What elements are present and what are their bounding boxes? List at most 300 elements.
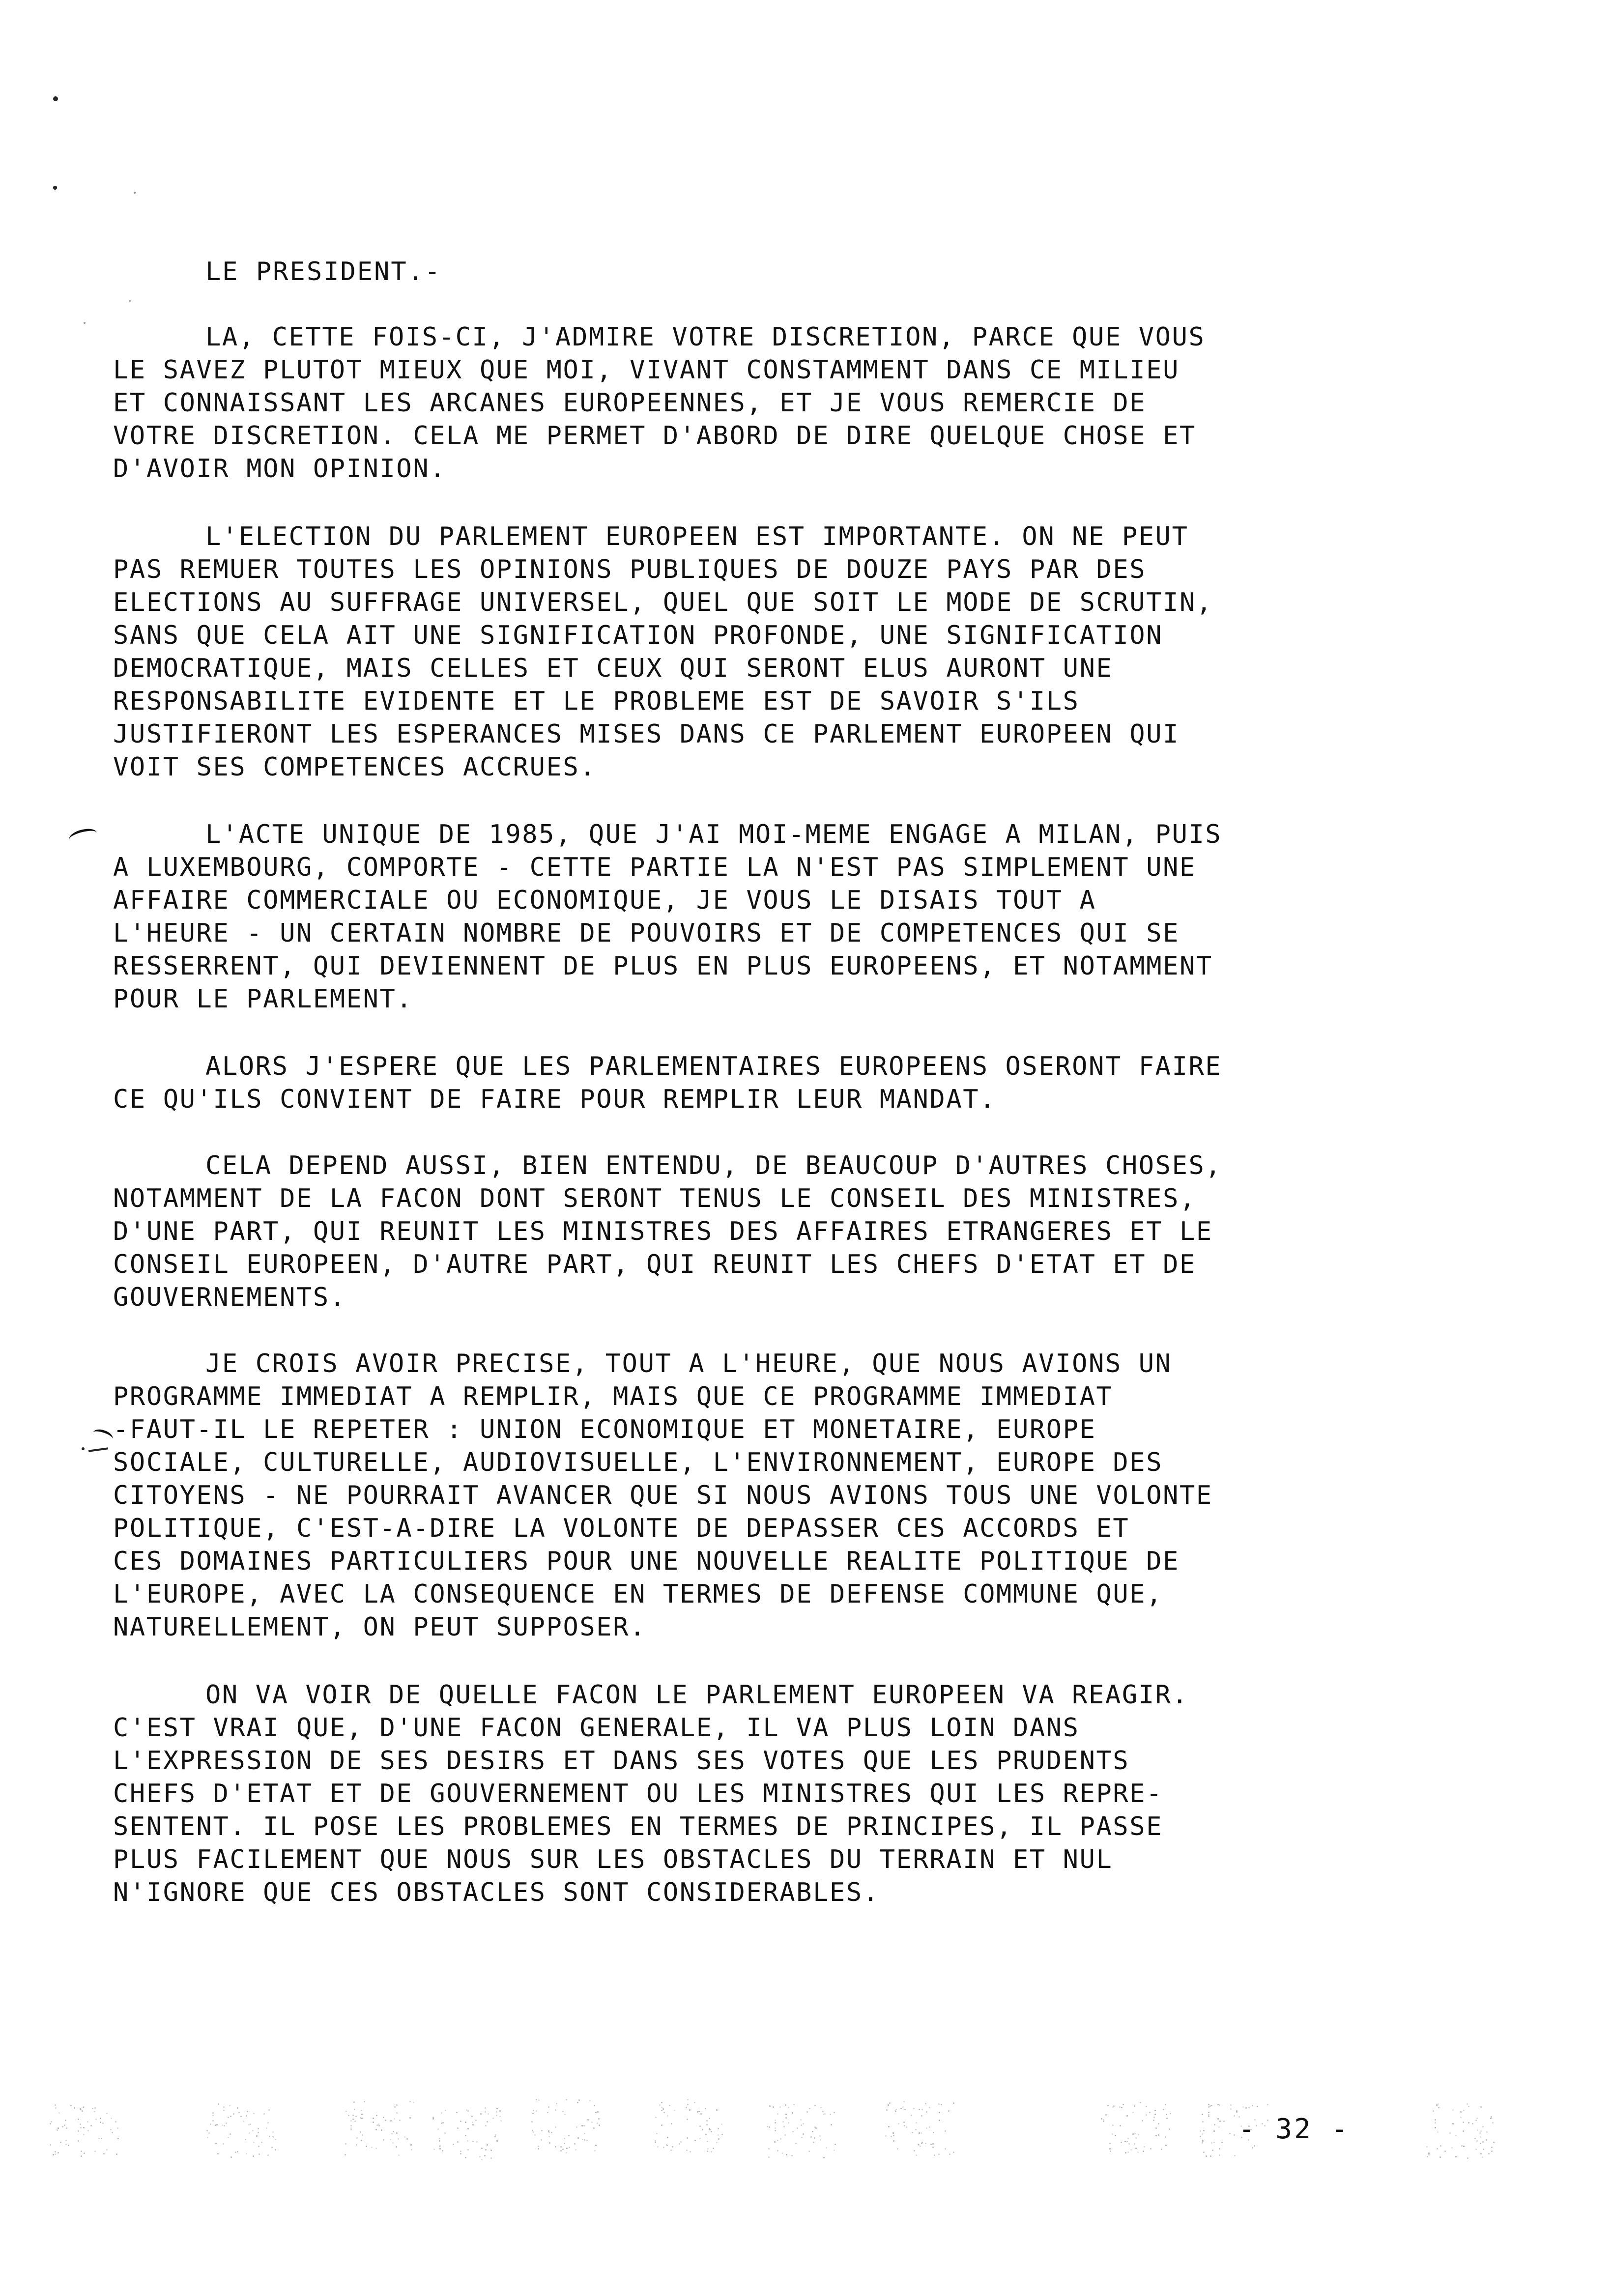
scan-noise-speck (275, 2139, 276, 2140)
scan-noise-speck (812, 2131, 813, 2132)
scan-noise-speck (1163, 2109, 1164, 2110)
scan-noise-speck (1254, 2145, 1255, 2147)
scan-noise-speck (538, 2148, 539, 2150)
scan-noise-speck (1230, 2108, 1232, 2110)
scan-noise-speck (467, 2128, 469, 2129)
scan-noise-speck (235, 2152, 236, 2153)
scan-noise-speck (718, 2138, 720, 2140)
scan-noise-speck (228, 2137, 229, 2138)
scan-noise-speck (551, 2132, 552, 2133)
scan-noise-speck (775, 2122, 776, 2124)
scan-noise-speck (356, 2144, 357, 2146)
scan-noise-speck (110, 2129, 112, 2130)
scan-noise-speck (218, 2103, 219, 2105)
scan-noise-speck (667, 2115, 668, 2117)
scan-noise-speck (356, 2137, 358, 2139)
scan-noise-speck (893, 2140, 894, 2142)
scan-noise-speck (784, 2134, 786, 2136)
scan-noise-speck (409, 2101, 411, 2102)
scan-noise-speck (80, 2108, 81, 2110)
scan-noise-speck (411, 2149, 412, 2151)
scan-noise-speck (58, 2112, 60, 2114)
scan-noise-speck (709, 2128, 710, 2129)
scan-noise-speck (1467, 2103, 1468, 2105)
scan-noise-speck (391, 2133, 393, 2134)
scan-noise-speck (904, 2109, 906, 2110)
scan-noise-speck (103, 2153, 105, 2154)
scan-noise-speck (687, 2099, 689, 2100)
scan-noise-speck (485, 2111, 486, 2113)
scan-noise-speck (390, 2139, 391, 2140)
scan-noise-speck (492, 2118, 494, 2119)
text-line: L'ELECTION DU PARLEMENT EUROPEEN EST IMPORTANTE. ON NE PEUT (205, 522, 1189, 551)
scan-noise-speck (472, 2124, 474, 2125)
scan-noise-speck (672, 2146, 673, 2148)
scan-noise-speck (55, 2151, 56, 2152)
scan-noise-speck (272, 2136, 273, 2137)
scan-noise-speck (575, 2149, 576, 2151)
scan-noise-speck (81, 2151, 82, 2152)
scan-noise-speck (1433, 2110, 1434, 2112)
scan-noise-speck (536, 2110, 537, 2112)
scan-noise-speck (1149, 2112, 1151, 2113)
scan-noise-speck (1482, 2126, 1484, 2127)
text-line: L'ACTE UNIQUE DE 1985, QUE J'AI MOI-MEME ENGAGE A MILAN, PUIS (205, 820, 1222, 849)
scan-noise-speck (258, 2128, 259, 2129)
scan-noise-speck (378, 2125, 380, 2126)
scan-noise-speck (87, 2130, 89, 2131)
scan-noise-speck (925, 2103, 926, 2104)
scan-noise-speck (112, 2132, 113, 2133)
scan-noise-speck (584, 2133, 585, 2134)
scan-noise-speck (1486, 2131, 1488, 2133)
scan-noise-speck (824, 2113, 826, 2115)
scan-noise-speck (1218, 2126, 1220, 2128)
scan-noise-speck (716, 2142, 718, 2143)
scan-noise-speck (548, 2106, 549, 2108)
scan-noise-speck (1142, 2120, 1143, 2122)
paragraph (113, 1149, 1371, 1314)
scan-noise-speck (487, 2121, 488, 2123)
scan-noise-speck (1202, 2133, 1203, 2135)
scan-noise-speck (534, 2134, 536, 2136)
scan-noise-speck (98, 2138, 100, 2139)
scan-noise-speck (953, 2152, 954, 2153)
scan-noise-speck (536, 2099, 537, 2100)
scan-noise-speck (689, 2109, 691, 2111)
scan-noise-speck (1206, 2155, 1207, 2157)
scan-noise-speck (595, 2145, 597, 2146)
scan-noise-speck (777, 2113, 778, 2115)
scan-noise-speck (834, 2150, 835, 2151)
text-line: L'EXPRESSION DE SES DESIRS ET DANS SES VOTES QUE LES PRUDENTS (113, 1746, 1130, 1776)
scan-noise-speck (1208, 2116, 1209, 2117)
scan-noise-speck (555, 2109, 556, 2111)
scan-noise-speck (1221, 2142, 1223, 2143)
scan-noise-speck (686, 2107, 687, 2108)
scan-noise-speck (808, 2151, 810, 2152)
scan-noise-speck (1166, 2114, 1167, 2115)
scan-noise-speck (1208, 2106, 1209, 2108)
scan-noise-speck (253, 2155, 254, 2157)
scan-noise-speck (893, 2135, 894, 2136)
scan-noise-speck (393, 2131, 394, 2132)
scan-noise-speck (223, 2143, 224, 2145)
scan-noise-speck (709, 2118, 710, 2119)
scan-noise-speck (1483, 2149, 1484, 2150)
scan-noise-speck (499, 2110, 501, 2112)
scan-noise-speck (212, 2115, 214, 2116)
paragraph (113, 1348, 1371, 1644)
scan-noise-speck (661, 2102, 662, 2103)
scan-noise-speck (81, 2155, 82, 2157)
scan-noise-speck (439, 2138, 440, 2139)
scan-noise-speck (398, 2154, 400, 2156)
scan-noise-speck (945, 2130, 946, 2132)
scan-noise-speck (51, 2121, 52, 2123)
scan-noise-speck (1467, 2157, 1468, 2159)
scan-noise-speck (815, 2127, 817, 2129)
scan-noise-speck (886, 2109, 888, 2111)
scan-noise-speck (532, 2113, 534, 2114)
scan-noise-speck (1438, 2107, 1439, 2108)
paragraph (113, 1050, 1371, 1116)
scan-noise-speck (1212, 2150, 1213, 2151)
scan-noise-speck (773, 2106, 774, 2108)
scan-noise-speck (711, 2151, 712, 2152)
scan-noise-speck (548, 2136, 550, 2137)
text-line: AFFAIRE COMMERCIALE OU ECONOMIQUE, JE VOUS LE DISAIS TOUT A (113, 886, 1096, 915)
scan-noise-speck (1124, 2141, 1126, 2142)
scan-noise-speck (1475, 2149, 1477, 2150)
scan-noise-speck (830, 2114, 831, 2115)
scan-noise-speck (233, 2113, 234, 2115)
scan-noise-speck (1452, 2123, 1454, 2124)
scan-noise-speck (541, 2130, 543, 2131)
scan-noise-speck (66, 2127, 67, 2129)
scan-noise-speck (354, 2109, 355, 2110)
scan-noise-speck (243, 2121, 244, 2122)
scan-noise-speck (353, 2101, 355, 2103)
scan-noise-speck (707, 2148, 709, 2150)
scan-noise-speck (659, 2104, 661, 2106)
scan-noise-speck (1115, 2135, 1116, 2136)
scan-noise-speck (916, 2154, 917, 2156)
scan-noise-speck (275, 2149, 276, 2151)
scan-noise-speck (437, 2128, 439, 2130)
scan-noise-speck (1437, 2131, 1439, 2133)
scan-noise-speck (706, 2124, 708, 2125)
scan-noise-speck (1451, 2147, 1453, 2149)
scan-noise-speck (582, 2139, 583, 2140)
scan-noise-speck (803, 2133, 804, 2135)
scan-noise-speck (822, 2111, 824, 2112)
scan-noise-speck (1213, 2142, 1215, 2143)
scan-noise-speck (1101, 2118, 1102, 2120)
scan-noise-speck (1435, 2119, 1436, 2121)
scan-noise-speck (656, 2133, 658, 2134)
scan-noise-speck (594, 2105, 595, 2106)
scan-noise-speck (716, 2109, 718, 2111)
scan-noise-speck (1123, 2104, 1124, 2105)
speaker-heading: LE PRESIDENT.- (205, 257, 442, 287)
scan-noise-speck (1480, 2153, 1482, 2154)
scan-noise-speck (1463, 2146, 1465, 2147)
scan-noise-speck (788, 2107, 789, 2108)
scan-noise-speck (597, 2111, 599, 2113)
scan-noise-speck (669, 2105, 670, 2106)
scan-noise-speck (439, 2148, 441, 2150)
scan-noise-speck (1132, 2133, 1134, 2135)
scan-noise-speck (577, 2102, 578, 2103)
scan-noise-speck (707, 2141, 708, 2142)
scan-noise-speck (930, 2144, 932, 2145)
scan-noise-speck (1154, 2110, 1156, 2111)
scan-noise-speck (361, 2118, 363, 2119)
scan-noise-speck (106, 2149, 108, 2151)
scan-noise-speck (768, 2148, 770, 2150)
scan-noise-speck (1217, 2118, 1219, 2120)
scan-noise-speck (655, 2117, 657, 2118)
scan-noise-speck (945, 2148, 946, 2150)
scan-noise-speck (456, 2112, 458, 2113)
text-line: L'HEURE - UN CERTAIN NOMBRE DE POUVOIRS ET DE COMPETENCES QUI SE (113, 918, 1180, 948)
scan-noise-speck (1112, 2124, 1114, 2126)
scan-noise-speck (78, 2140, 79, 2142)
scan-noise-speck (1202, 2121, 1204, 2123)
scan-noise-speck (117, 2138, 119, 2139)
scan-noise-speck (373, 2118, 374, 2119)
scan-noise-speck (1439, 2156, 1441, 2158)
paragraph (113, 321, 1371, 486)
scan-noise-speck (1491, 2147, 1493, 2148)
scan-noise-speck (713, 2148, 714, 2149)
scan-noise-speck (375, 2148, 377, 2149)
scan-noise-speck (101, 2138, 102, 2139)
scan-noise-speck (690, 2151, 691, 2152)
scan-noise-speck (1107, 2105, 1109, 2106)
scan-noise-speck (556, 2103, 557, 2104)
scan-noise-speck (1127, 2152, 1129, 2153)
scan-noise-speck (1134, 2133, 1136, 2134)
scan-noise-speck (549, 2142, 550, 2144)
scan-noise-speck (253, 2113, 255, 2114)
scan-noise-speck (721, 2134, 723, 2135)
scan-noise-speck (1143, 2151, 1144, 2152)
scan-noise-speck (237, 2151, 238, 2152)
scan-noise-speck (904, 2125, 905, 2126)
text-line: GOUVERNEMENTS. (113, 1283, 346, 1312)
scan-noise-speck (531, 2121, 533, 2123)
scan-noise-speck (800, 2119, 802, 2121)
scan-noise-speck (593, 2127, 595, 2129)
scan-noise-speck (1203, 2130, 1205, 2131)
scan-noise-speck (1109, 2148, 1111, 2150)
scan-noise-speck (768, 2156, 770, 2158)
scan-noise-speck (785, 2117, 787, 2119)
scan-noise-speck (1126, 2115, 1128, 2117)
scan-noise-speck (774, 2141, 776, 2143)
scan-noise-speck (1219, 2148, 1220, 2150)
text-line: ET CONNAISSANT LES ARCANES EUROPEENNES, ET JE VOUS REMERCIE DE (113, 388, 1147, 418)
scan-noise-speck (480, 2113, 482, 2115)
scan-noise-speck (1480, 2143, 1481, 2144)
scan-noise-speck (410, 2144, 412, 2146)
scan-noise-speck (460, 2121, 461, 2122)
scan-noise-speck (488, 2113, 489, 2115)
scan-noise-speck (481, 2148, 483, 2149)
text-line: PAS REMUER TOUTES LES OPINIONS PUBLIQUES DE DOUZE PAYS PAR DES (113, 555, 1147, 584)
scan-noise-speck (1493, 2142, 1495, 2143)
text-line: POUR LE PARLEMENT. (113, 984, 413, 1014)
scan-noise-speck (919, 2109, 920, 2110)
scan-noise-speck (888, 2104, 889, 2106)
scan-noise-speck (224, 2125, 225, 2126)
scan-noise-speck (487, 2144, 488, 2146)
scan-noise-speck (1475, 2120, 1477, 2121)
scan-noise-speck (1132, 2112, 1134, 2113)
scan-noise-speck (460, 2151, 461, 2152)
margin-annotation-mark (68, 826, 99, 846)
scan-noise-speck (1105, 2114, 1107, 2116)
scan-noise-speck (490, 2150, 492, 2151)
scan-noise-speck (267, 2122, 269, 2124)
scan-noise-speck (1130, 2149, 1132, 2151)
scan-noise-speck (207, 2137, 208, 2138)
scan-noise-speck (500, 2120, 502, 2122)
scan-noise-speck (78, 2130, 79, 2132)
scan-noise-speck (1223, 2121, 1225, 2122)
scan-noise-speck (1480, 2106, 1482, 2108)
scan-noise-speck (1146, 2114, 1147, 2116)
scan-noise-speck (237, 2107, 238, 2109)
scan-noise-speck (361, 2110, 362, 2111)
scan-noise-speck (460, 2153, 461, 2154)
scan-noise-speck (661, 2124, 662, 2126)
scan-noise-speck (929, 2126, 930, 2128)
scan-noise-speck (246, 2115, 247, 2117)
scan-noise-speck (932, 2147, 934, 2148)
scan-noise-speck (465, 2135, 466, 2136)
scan-noise-speck (396, 2112, 398, 2114)
scan-noise-speck (453, 2144, 454, 2145)
scan-noise-speck (555, 2146, 556, 2148)
scan-noise-speck (1444, 2151, 1446, 2152)
scan-noise-speck (803, 2123, 804, 2124)
scan-noise-speck (1134, 2105, 1135, 2107)
scan-noise-speck (780, 2138, 781, 2140)
scan-noise-speck (1121, 2142, 1122, 2143)
scan-noise-speck (494, 2136, 496, 2137)
scan-noise-speck (261, 2142, 262, 2143)
scan-noise-speck (598, 2118, 600, 2120)
scan-noise-speck (538, 2099, 540, 2101)
scan-noise-speck (906, 2126, 907, 2128)
scan-noise-speck (1200, 2130, 1201, 2132)
scan-noise-speck (769, 2105, 771, 2107)
paragraph (113, 818, 1371, 1016)
scan-noise-speck (718, 2134, 719, 2136)
scan-noise-speck (1234, 2155, 1236, 2156)
scan-noise-speck (117, 2127, 118, 2129)
scan-noise-speck (1112, 2133, 1113, 2135)
scan-noise-speck (216, 2124, 218, 2125)
scan-noise-speck (253, 2142, 255, 2143)
text-line: PROGRAMME IMMEDIAT A REMPLIR, MAIS QUE CE PROGRAMME IMMEDIAT (113, 1382, 1113, 1411)
scan-noise-speck (345, 2154, 346, 2155)
scan-noise-speck (268, 2109, 270, 2111)
scan-noise-speck (467, 2110, 469, 2112)
scan-noise-speck (70, 2105, 72, 2106)
scan-noise-speck (699, 2125, 701, 2127)
scan-noise-speck (911, 2115, 912, 2116)
scan-noise-speck (661, 2110, 662, 2111)
scan-noise-speck (252, 2130, 254, 2131)
text-line: VOTRE DISCRETION. CELA ME PERMET D'ABORD DE DIRE QUELQUE CHOSE ET (113, 421, 1196, 451)
scan-noise-speck (485, 2107, 486, 2109)
scan-noise-speck (1135, 2148, 1137, 2149)
text-line: A LUXEMBOURG, COMPORTE - CETTE PARTIE LA N'EST PAS SIMPLEMENT UNE (113, 853, 1196, 882)
scan-noise-speck (792, 2131, 794, 2132)
scan-noise-speck (926, 2127, 927, 2129)
scan-noise-speck (230, 2133, 231, 2135)
scan-noise-speck (87, 2121, 88, 2123)
scan-noise-speck (1480, 2130, 1482, 2132)
scan-noise-speck (797, 2127, 798, 2129)
scan-noise-speck (1135, 2137, 1137, 2139)
scan-noise-speck (74, 2107, 75, 2109)
scan-noise-speck (445, 2110, 446, 2111)
scan-noise-speck (566, 2148, 568, 2149)
scan-noise-speck (250, 2124, 251, 2125)
scan-noise-speck (1170, 2113, 1171, 2114)
scan-noise-speck (939, 2112, 940, 2113)
scan-noise-speck (926, 2111, 927, 2113)
scan-noise-speck (1452, 2109, 1454, 2111)
scan-noise-speck (345, 2143, 346, 2145)
scan-noise-speck (1113, 2105, 1115, 2107)
scan-noise-speck (1155, 2135, 1157, 2136)
scan-noise-speck (597, 2123, 598, 2124)
scan-noise-speck (230, 2116, 231, 2117)
scan-noise-speck (94, 2107, 96, 2109)
scan-noise-speck (60, 2142, 61, 2143)
scan-noise-speck (1128, 2143, 1130, 2145)
scan-noise-speck (564, 2138, 565, 2139)
scan-noise-speck (1477, 2129, 1478, 2131)
scan-noise-speck (576, 2126, 577, 2128)
scan-noise-speck (820, 2139, 821, 2141)
scan-noise-speck (441, 2112, 442, 2114)
scan-noise-speck (1460, 2117, 1462, 2118)
scan-noise-speck (229, 2105, 230, 2106)
text-line: JE CROIS AVOIR PRECISE, TOUT A L'HEURE, QUE NOUS AVIONS UN (205, 1349, 1172, 1378)
scan-noise-speck (779, 2106, 781, 2108)
scan-noise-speck (705, 2134, 707, 2135)
scan-noise-speck (238, 2112, 240, 2113)
scan-noise-speck (687, 2104, 689, 2105)
scan-dot (82, 1447, 85, 1450)
scan-noise-speck (655, 2142, 656, 2143)
scan-noise-speck (1252, 2105, 1253, 2106)
margin-annotation-mark (91, 1427, 114, 1444)
scan-noise-speck (599, 2124, 600, 2126)
scan-noise-speck (566, 2152, 567, 2153)
scan-noise-speck (913, 2108, 915, 2109)
scan-noise-speck (914, 2150, 915, 2152)
scan-noise-speck (1144, 2146, 1145, 2148)
scan-noise-speck (711, 2131, 712, 2132)
